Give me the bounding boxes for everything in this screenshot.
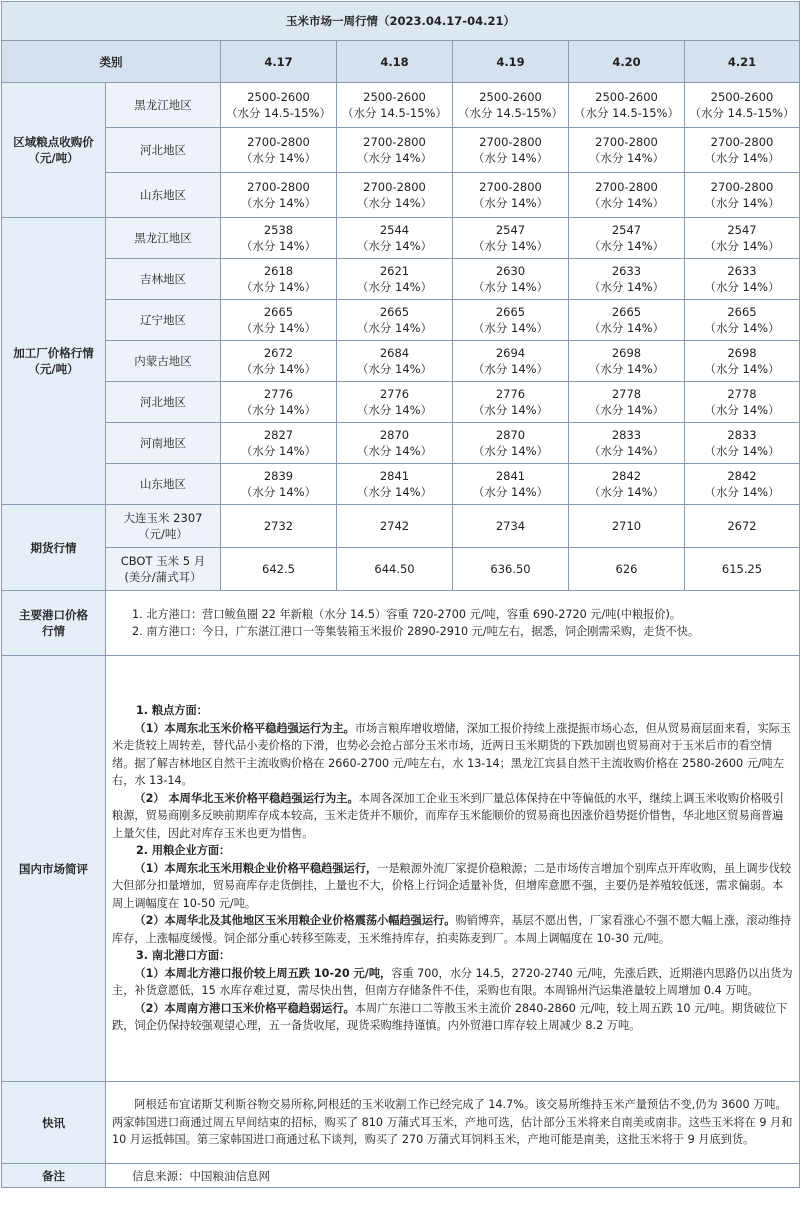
price-cell: 2776 （水分 14%） bbox=[221, 382, 337, 423]
commentary-label: 国内市场简评 bbox=[2, 656, 106, 1082]
header-date: 4.21 bbox=[685, 41, 800, 83]
price-cell: 2842 （水分 14%） bbox=[685, 464, 800, 505]
region-name: 山东地区 bbox=[106, 464, 221, 505]
price-cell: 2500-2600 （水分 14.5-15%） bbox=[337, 83, 453, 128]
price-cell: 2700-2800 （水分 14%） bbox=[685, 173, 800, 218]
price-cell: 2870 （水分 14%） bbox=[337, 423, 453, 464]
price-cell: 2700-2800 （水分 14%） bbox=[569, 128, 685, 173]
futures-contract-name: CBOT 玉米 5 月 (美分/蒲式耳） bbox=[106, 548, 221, 591]
price-cell: 2700-2800 （水分 14%） bbox=[337, 173, 453, 218]
price-cell: 2778 （水分 14%） bbox=[685, 382, 800, 423]
price-cell: 2500-2600 （水分 14.5-15%） bbox=[685, 83, 800, 128]
price-cell: 2665 （水分 14%） bbox=[221, 300, 337, 341]
paragraph: （1）本周东北玉米价格平稳趋强运行为主。市场言粮库增收増储，深加工报价持续上涨提振市场心态，但从贸易商层面来看，实际玉米走货较上周转差，替代品小麦价格的下滑，也势必会抢占部分玉米市场，近两日玉米期货的下跌加剧也贸易商对于玉米后市的看空情绪。据了解吉林地区自然干主流收购价格在 2660-2700 元/吨左右，水 13-14；黑龙江宾县自然干主流收购价格在 2580-2600 元/吨左右，水 13-14。 bbox=[112, 721, 792, 788]
header-date: 4.18 bbox=[337, 41, 453, 83]
region-name: 内蒙古地区 bbox=[106, 341, 221, 382]
price-cell: 2700-2800 （水分 14%） bbox=[453, 128, 569, 173]
futures-value: 615.25 bbox=[685, 548, 800, 591]
price-cell: 2547 （水分 14%） bbox=[569, 218, 685, 259]
price-cell: 2672 （水分 14%） bbox=[221, 341, 337, 382]
price-cell: 2618 （水分 14%） bbox=[221, 259, 337, 300]
price-cell: 2833 （水分 14%） bbox=[685, 423, 800, 464]
ports-south: 2. 南方港口：今日，广东湛江港口一等集装箱玉米报价 2890-2910 元/吨左右，据悉，饲企刚需采购，走货不快。 bbox=[132, 625, 700, 638]
market-table bbox=[1, 1, 800, 1188]
price-cell: 2500-2600 （水分 14.5-15%） bbox=[569, 83, 685, 128]
section-heading: 3. 南北港口方面： bbox=[136, 949, 231, 963]
price-cell: 2684 （水分 14%） bbox=[337, 341, 453, 382]
price-cell: 2700-2800 （水分 14%） bbox=[685, 128, 800, 173]
header-date: 4.20 bbox=[569, 41, 685, 83]
price-cell: 2827 （水分 14%） bbox=[221, 423, 337, 464]
region-name: 河北地区 bbox=[106, 382, 221, 423]
ports-label: 主要港口价格 行情 bbox=[2, 591, 106, 656]
price-cell: 2841 （水分 14%） bbox=[337, 464, 453, 505]
price-cell: 2870 （水分 14%） bbox=[453, 423, 569, 464]
paragraph: （2） 本周华北玉米价格平稳趋强运行为主。本周各深加工企业玉米到厂量总体保持在中等偏低的水平，继续上调玉米收购价格吸引粮源，贸易商刚多反映前期库存成本较高，玉米走货并不顺价，而库存玉米能顺价的贸易商也因涨价趋势挺价惜售，华北地区贸易商普遍上量欠佳，因此对库存玉米也更为惜售。 bbox=[112, 791, 784, 840]
price-cell: 2833 （水分 14%） bbox=[569, 423, 685, 464]
futures-value: 2672 bbox=[685, 505, 800, 548]
price-cell: 2665 （水分 14%） bbox=[569, 300, 685, 341]
price-cell: 2694 （水分 14%） bbox=[453, 341, 569, 382]
price-cell: 2842 （水分 14%） bbox=[569, 464, 685, 505]
region-name: 河北地区 bbox=[106, 128, 221, 173]
price-cell: 2665 （水分 14%） bbox=[685, 300, 800, 341]
commentary-content bbox=[106, 656, 800, 1082]
paragraph: （1）本周东北玉米用粮企业价格平稳趋强运行，一是粮源外流厂家提价稳粮源；二是市场传言增加个别库点开库收购，虽上调步伐较大但部分扣量增加，贸易商库存走货倒挂，上量也不大，价格上行饲企适量补货，但增库意愿不强，主要仍是养殖较低迷，需求偏弱。本周上调幅度在 10-50 元/吨。 bbox=[112, 861, 792, 910]
price-cell: 2700-2800 （水分 14%） bbox=[337, 128, 453, 173]
region-name: 吉林地区 bbox=[106, 259, 221, 300]
price-cell: 2778 （水分 14%） bbox=[569, 382, 685, 423]
notes-label: 备注 bbox=[2, 1164, 106, 1188]
section-heading: 1. 粮点方面： bbox=[136, 704, 208, 718]
source-text: 信息来源：中国粮油信息网 bbox=[132, 1168, 270, 1183]
price-cell: 2698 （水分 14%） bbox=[685, 341, 800, 382]
header-date: 4.17 bbox=[221, 41, 337, 83]
price-cell: 2544 （水分 14%） bbox=[337, 218, 453, 259]
region-name: 辽宁地区 bbox=[106, 300, 221, 341]
news-text: 阿根廷布宜诺斯艾利斯谷物交易所称,阿根廷的玉米收割工作已经完成了 14.7%。该交易所维持玉米产量预估不变,仍为 3600 万吨。两家韩国进口商通过周五早间结束的招标，购买了 810 万蒲式耳玉米，产地可选，估计部分玉米将来自南美或南非。这些玉米将在 9 月和 10 月运抵韩国。第三家韩国进口商通过私下谈判，购买了 270 万蒲式耳饲料玉米，产地可能是南美，这批玉米将于 9 月底到货。 bbox=[112, 1098, 793, 1147]
price-cell: 2839 （水分 14%） bbox=[221, 464, 337, 505]
ports-north: 1. 北方港口：营口鲅鱼圈 22 年新粮（水分 14.5）容重 720-2700 元/吨，容重 690-2720 元/吨(中粮报价)。 bbox=[132, 607, 682, 621]
region-name: 河南地区 bbox=[106, 423, 221, 464]
futures-value: 642.5 bbox=[221, 548, 337, 591]
price-cell: 2547 （水分 14%） bbox=[453, 218, 569, 259]
price-cell: 2700-2800 （水分 14%） bbox=[453, 173, 569, 218]
price-cell: 2500-2600 （水分 14.5-15%） bbox=[221, 83, 337, 128]
price-cell: 2500-2600 （水分 14.5-15%） bbox=[453, 83, 569, 128]
header-category: 类别 bbox=[2, 41, 221, 83]
price-cell: 2621 （水分 14%） bbox=[337, 259, 453, 300]
paragraph: （2）本周南方港口玉米价格平稳趋弱运行。本周广东港口二等散玉米主流价 2840-2860 元/吨，较上周五跌 10 元/吨。期货破位下跌，饲企仍保持较强观望心理，五一备货收尾，现货采购维持谨慎。内外贸港口库存较上周减少 8.2 万吨。 bbox=[112, 1001, 788, 1033]
paragraph: （2）本周华北及其他地区玉米用粮企业价格震荡小幅趋强运行。购销博弈，基层不愿出售，厂家看涨心不强不愿大幅上涨，滚动维持库存，上涨幅度缓慢。饲企部分重心转移至陈麦，玉米维持库存，拍卖陈麦到厂。本周上调幅度在 10-30 元/吨。 bbox=[112, 914, 792, 945]
region-name: 黑龙江地区 bbox=[106, 83, 221, 128]
price-cell: 2698 （水分 14%） bbox=[569, 341, 685, 382]
ports-content bbox=[106, 591, 800, 656]
price-cell: 2630 （水分 14%） bbox=[453, 259, 569, 300]
section-heading: 2. 用粮企业方面： bbox=[136, 844, 231, 858]
price-cell: 2776 （水分 14%） bbox=[337, 382, 453, 423]
futures-value: 626 bbox=[569, 548, 685, 591]
plant-price-label: 加工厂价格行情 （元/吨） bbox=[2, 218, 106, 505]
paragraph: （1）本周北方港口报价较上周五跌 10-20 元/吨，容重 700，水分 14.5，2720-2740 元/吨，先涨后跌，近期港内思路仍以出货为主，补货意愿低，15 水库存难过夏，需尽快出售，但南方存储条件不佳，采购也有限。本周锦州汽运集港量较上周增加 0.4 万吨。 bbox=[112, 966, 793, 998]
futures-value: 2710 bbox=[569, 505, 685, 548]
notes-content bbox=[106, 1164, 800, 1188]
page-title: 玉米市场一周行情（2023.04.17-04.21） bbox=[2, 2, 800, 41]
price-cell: 2633 （水分 14%） bbox=[569, 259, 685, 300]
price-cell: 2700-2800 （水分 14%） bbox=[221, 173, 337, 218]
futures-value: 636.50 bbox=[453, 548, 569, 591]
header-date: 4.19 bbox=[453, 41, 569, 83]
news-content bbox=[106, 1082, 800, 1164]
futures-label: 期货行情 bbox=[2, 505, 106, 591]
price-cell: 2547 （水分 14%） bbox=[685, 218, 800, 259]
price-cell: 2700-2800 （水分 14%） bbox=[569, 173, 685, 218]
futures-contract-name: 大连玉米 2307 （元/吨） bbox=[106, 505, 221, 548]
futures-value: 644.50 bbox=[337, 548, 453, 591]
price-cell: 2700-2800 （水分 14%） bbox=[221, 128, 337, 173]
price-cell: 2538 （水分 14%） bbox=[221, 218, 337, 259]
price-cell: 2633 （水分 14%） bbox=[685, 259, 800, 300]
price-cell: 2665 （水分 14%） bbox=[453, 300, 569, 341]
regional-price-label: 区域粮点收购价 （元/吨） bbox=[2, 83, 106, 218]
header-row bbox=[2, 41, 800, 83]
futures-value: 2732 bbox=[221, 505, 337, 548]
region-name: 山东地区 bbox=[106, 173, 221, 218]
futures-value: 2742 bbox=[337, 505, 453, 548]
region-name: 黑龙江地区 bbox=[106, 218, 221, 259]
news-label: 快讯 bbox=[2, 1082, 106, 1164]
futures-value: 2734 bbox=[453, 505, 569, 548]
price-cell: 2841 （水分 14%） bbox=[453, 464, 569, 505]
price-cell: 2665 （水分 14%） bbox=[337, 300, 453, 341]
price-cell: 2776 （水分 14%） bbox=[453, 382, 569, 423]
